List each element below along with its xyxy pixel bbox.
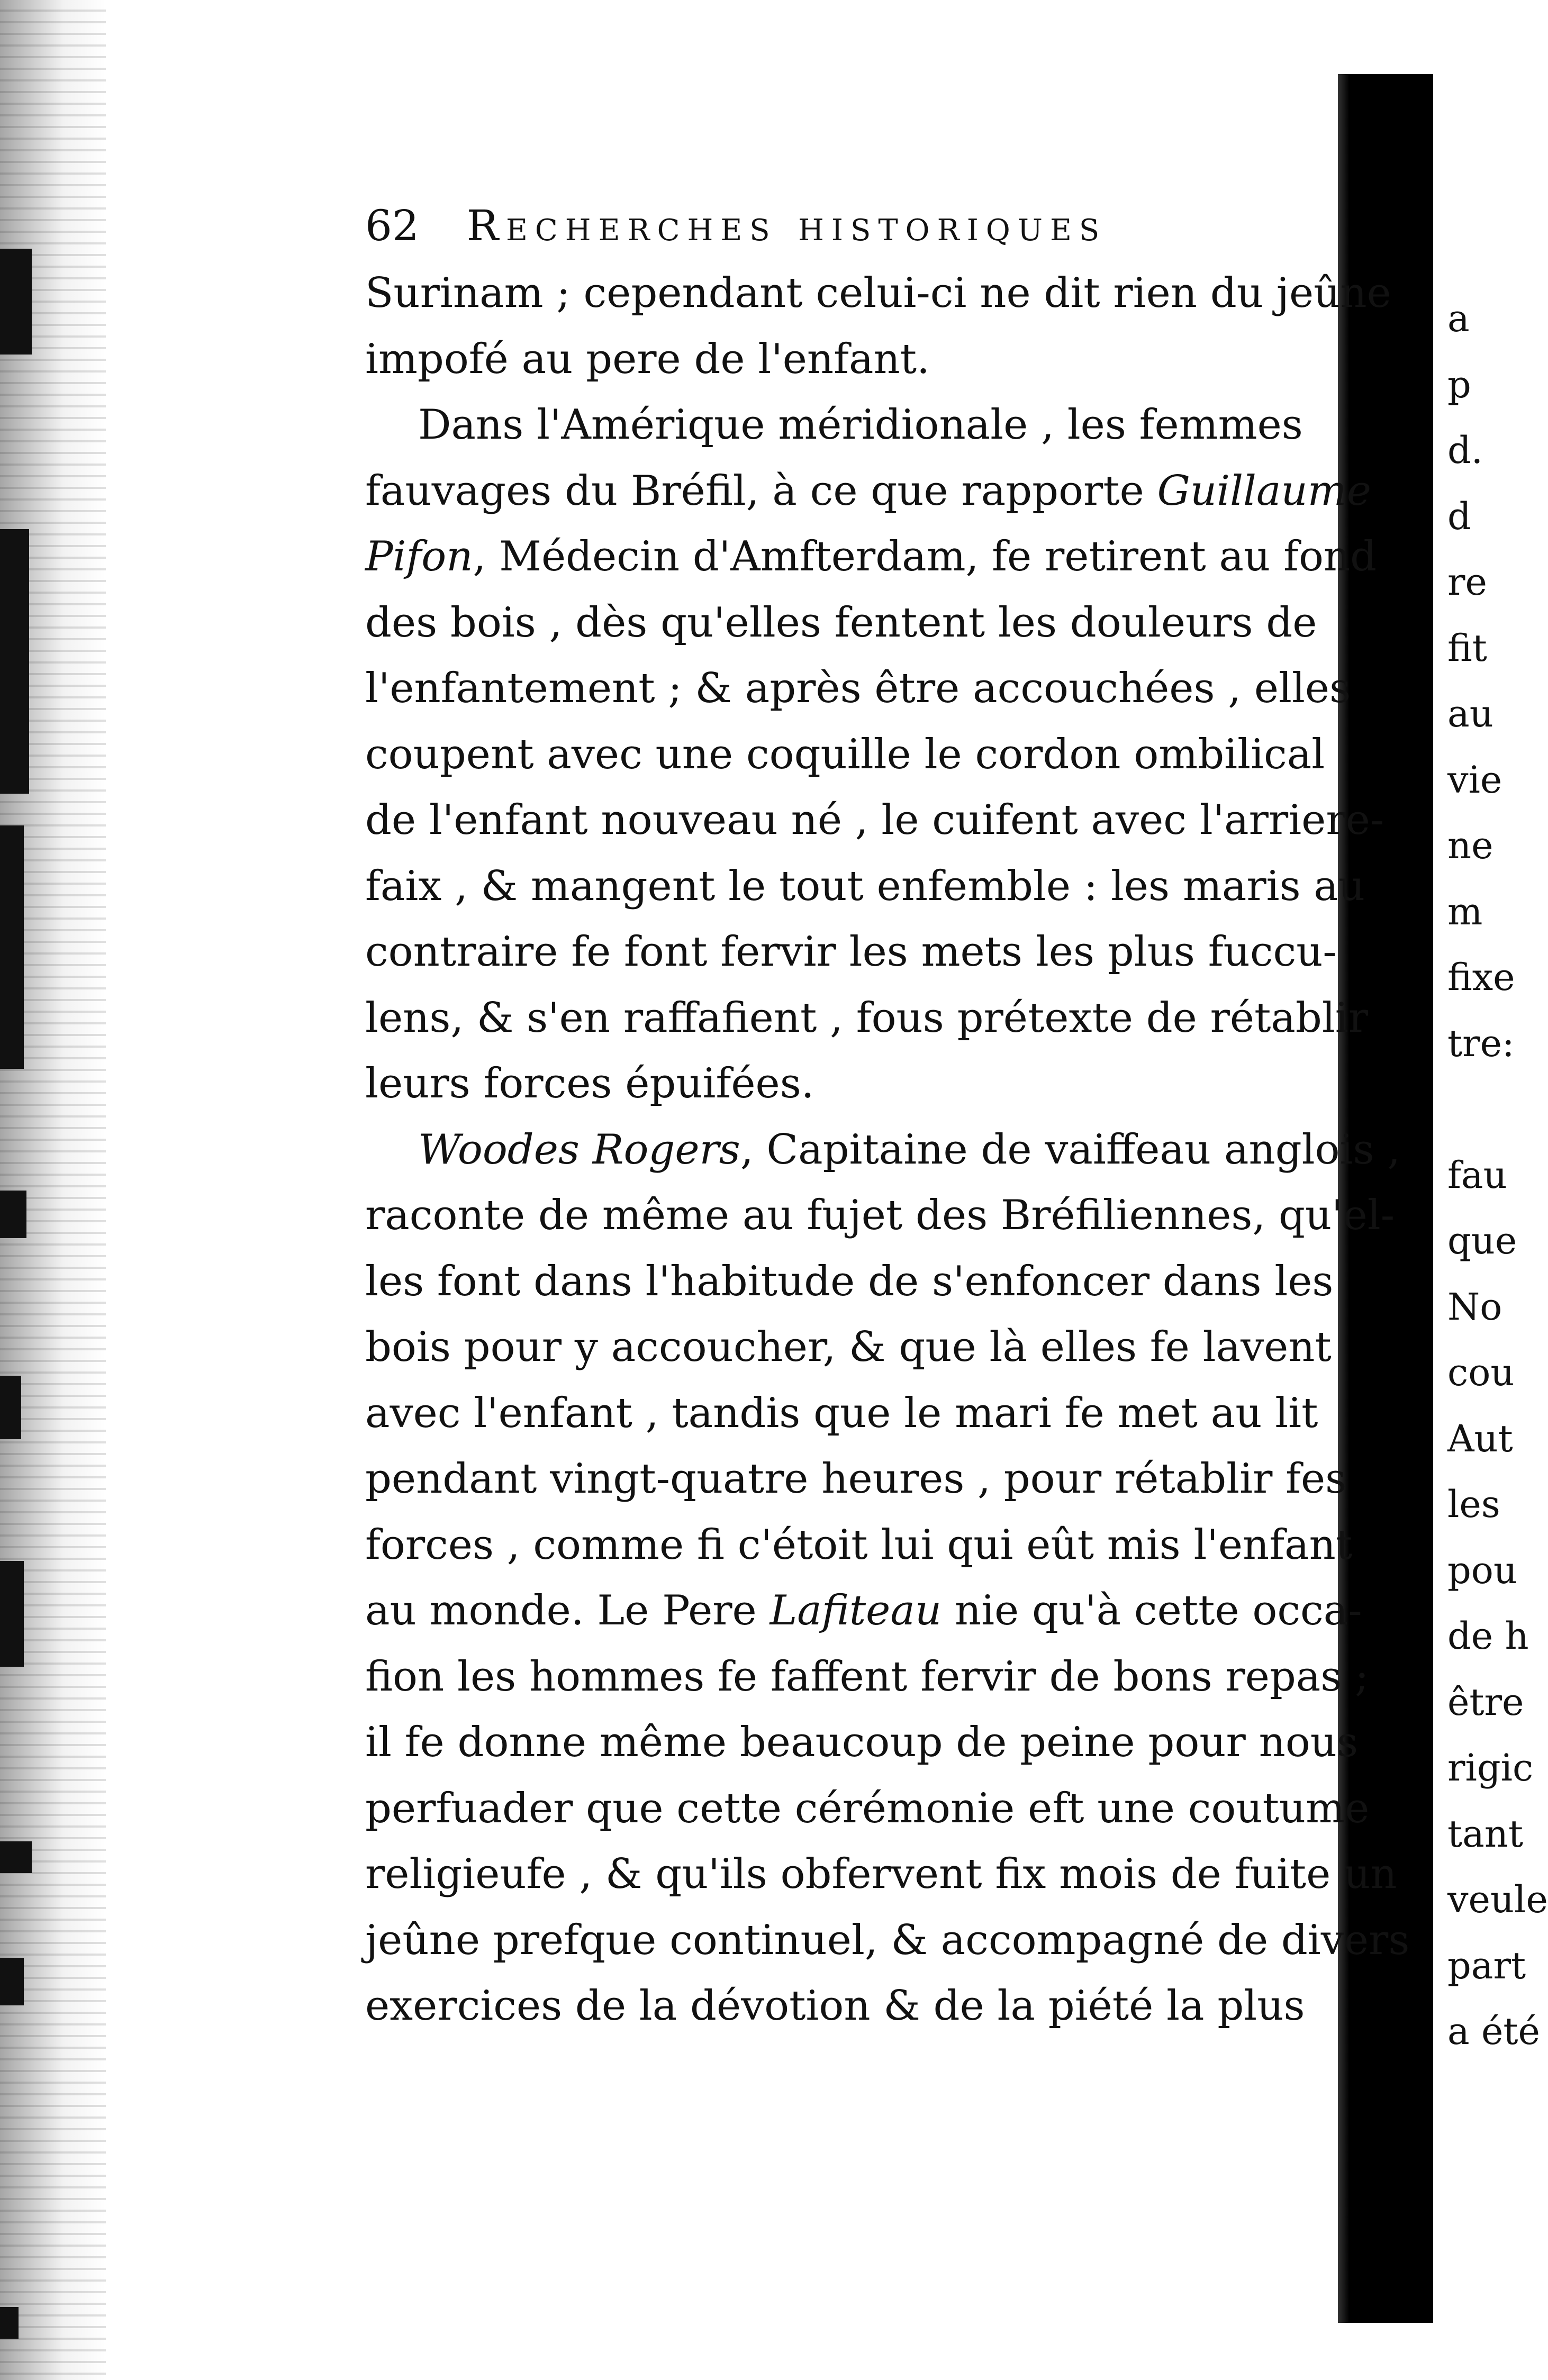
text-line [365,1380,1318,1447]
running-title: Recherches historiques [466,201,1107,250]
facing-page-line: être [1447,1680,1524,1724]
text-run: nie qu'à cette occa- [942,1587,1362,1634]
text-run: l'enfantement ; & après être accouchées , elles [365,665,1351,712]
text-run: perfuader que cette cérémonie eft une coutume [365,1784,1370,1832]
text-run: exercices de la dévotion & de la piété la plus [365,1982,1305,2030]
facing-page-line [1447,1076,1507,1142]
facing-page-line: a été [1447,2010,1540,2053]
facing-page-line: ne [1447,824,1493,867]
text-run: Surinam ; cependant celui-ci ne dit rien du jeûne [365,269,1391,317]
text-run: raconte de même au fujet des Bréfiliennes, qu'el- [365,1192,1395,1239]
facing-page-line: au [1447,692,1493,735]
scan-edge-left [0,0,106,2380]
text-run: Dans l'Amérique méridionale , les femmes [418,401,1303,449]
text-run: coupent avec une coquille le cordon ombilical [365,730,1325,778]
text-line [365,326,1318,393]
body-text [365,260,1410,2039]
text-line [365,1841,1397,1907]
facing-page-line: p [1447,362,1471,406]
facing-page-line: re [1447,560,1487,604]
text-line [365,1249,1334,1315]
facing-page-line: No [1447,1285,1502,1329]
text-run: fauvages du Bréfil, à ce que rapporte [365,467,1157,515]
facing-page-line: a [1447,297,1470,340]
italic-text: Guillaume [1157,467,1371,515]
text-line [365,919,1337,985]
text-line [365,1907,1410,1974]
text-line [365,1776,1370,1842]
facing-page-line: tant [1447,1812,1524,1856]
facing-page-line: cou [1447,1351,1515,1394]
text-line [365,985,1369,1051]
text-line [365,1578,1362,1644]
facing-page-line: les [1447,1483,1500,1526]
text-run: , Capitaine de vaiffeau anglois , [740,1125,1401,1174]
text-run: faix , & mangent le tout enfemble : les maris au [365,862,1365,910]
text-line [365,1973,1318,2039]
italic-text: Pifon [365,533,473,580]
text-run: bois pour y accoucher, & que là elles fe lavent [365,1323,1332,1371]
facing-page-line: d. [1447,429,1483,472]
text-line [365,260,1391,326]
facing-page-line: de h [1447,1614,1529,1658]
text-line [365,1512,1353,1578]
facing-page-line: veule [1447,1878,1548,1921]
facing-page-line: part [1447,1943,1526,1987]
text-run: forces , comme fi c'étoit lui qui eût mis l'enfant [365,1521,1353,1569]
text-run: des bois , dès qu'elles fentent les douleurs de [365,598,1317,647]
facing-page-line: Aut [1447,1416,1513,1460]
text-line [365,1314,1332,1380]
text-run: fion les hommes fe faffent fervir de bons repas ; [365,1652,1369,1701]
text-line [365,656,1351,722]
text-run: impofé au pere de l'enfant. [365,335,930,383]
facing-page-line: que [1447,1219,1517,1262]
text-line [365,1710,1359,1776]
text-run: , Médecin d'Amfterdam, fe retirent au fond [473,533,1377,580]
facing-page-line: tre: [1447,1021,1515,1065]
text-run: avec l'enfant , tandis que le mari fe met au lit [365,1389,1318,1437]
text-line [365,787,1384,853]
text-line [365,1183,1395,1249]
text-run: de l'enfant nouveau né , le cuifent avec l'arriere- [365,796,1384,844]
text-line [365,853,1365,920]
text-run: au monde. Le Pere [365,1587,770,1634]
text-line [365,1051,1318,1117]
text-run: il fe donne même beaucoup de peine pour nous [365,1719,1359,1766]
italic-text: Woodes Rogers [418,1125,740,1174]
page-number: 62 [365,201,419,250]
text-run: pendant vingt-quatre heures , pour rétablir fes [365,1455,1347,1503]
facing-page-line: d [1447,494,1471,538]
facing-page-line: fit [1447,626,1487,670]
italic-text: Lafiteau [770,1587,942,1634]
text-run: contraire fe font fervir les mets les plus fuccu- [365,928,1337,976]
text-run: leurs forces épuifées. [365,1060,814,1107]
text-run: jeûne prefque continuel, & accompagné de divers [365,1916,1410,1964]
text-line [365,1644,1369,1710]
facing-page-line: fau [1447,1153,1507,1197]
text-line [365,1117,1401,1183]
text-line [365,458,1371,524]
text-line [365,1446,1347,1512]
text-line [365,722,1325,788]
facing-page-fragment [1447,286,1548,2053]
text-run: les font dans l'habitude de s'enfoncer dans les [365,1257,1334,1305]
running-header [365,201,1318,259]
text-line [365,392,1318,458]
facing-page-line: m [1447,889,1483,933]
facing-page-line: rigic [1447,1746,1534,1789]
text-line [365,524,1377,590]
facing-page-line: pou [1447,1548,1518,1592]
text-line [365,590,1318,656]
text-run: religieufe , & qu'ils obfervent fix mois de fuite un [365,1850,1397,1898]
facing-page-line: fixe [1447,956,1515,999]
book-page [365,201,1410,2039]
facing-page-line: vie [1447,758,1502,802]
text-run: lens, & s'en raffafient , fous prétexte de rétablir [365,994,1369,1042]
